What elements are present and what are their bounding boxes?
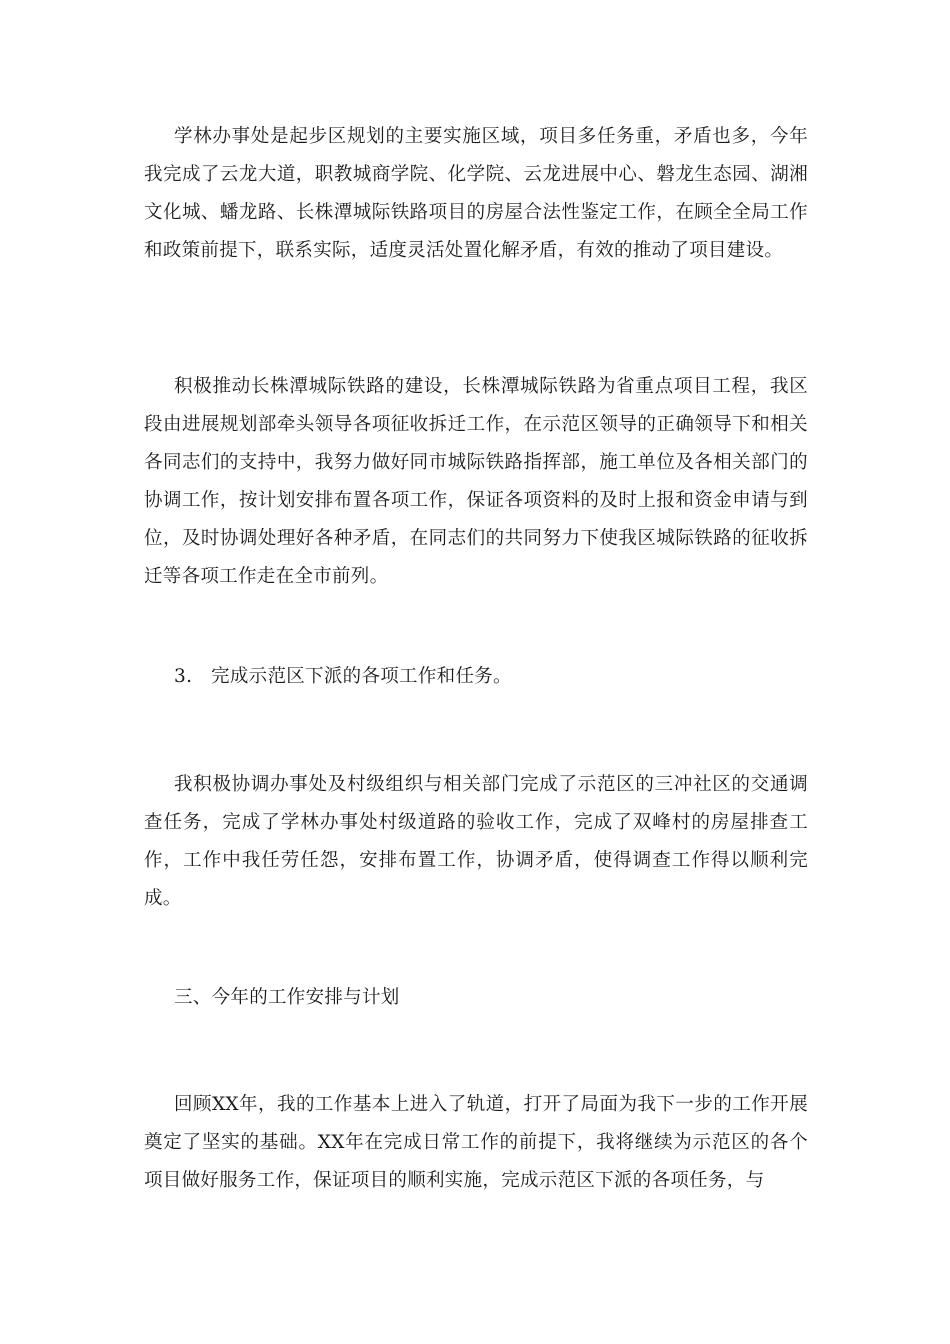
- paragraph-coordination: 我积极协调办事处及村级组织与相关部门完成了示范区的三冲社区的交通调查任务，完成了学林办事处村级道路的验收工作，完成了双峰村的房屋排查工作，工作中我任劳任怨，安排布置工作，协调矛盾，使得调查工作得以顺利完成。: [144, 774, 808, 909]
- paragraph-review: 回顾XX年，我的工作基本上进入了轨道，打开了局面为我下一步的工作开展奠定了坚实的基础。XX年在完成日常工作的前提下，我将继续为示范区的各个项目做好服务工作，保证项目的顺利实施，完成示范区下派的各项任务，与: [144, 1094, 808, 1191]
- paragraph-project-appraisal: 学林办事处是起步区规划的主要实施区域，项目多任务重，矛盾也多，今年我完成了云龙大道，职教城商学院、化学院、云龙进展中心、磐龙生态园、湖湘文化城、蟠龙路、长株潭城际铁路项目的房屋合法性鉴定工作，在顾全全局工作和政策前提下，联系实际，适度灵活处置化解矛盾，有效的推动了项目建设。: [144, 126, 808, 261]
- list-item-3: 3. 完成示范区下派的各项工作和任务。: [174, 666, 512, 687]
- section-heading-plan: 三、今年的工作安排与计划: [174, 987, 400, 1008]
- paragraph-intercity-railway: 积极推动长株潭城际铁路的建设，长株潭城际铁路为省重点项目工程，我区段由进展规划部牵头领导各项征收拆迁工作，在示范区领导的正确领导下和相关各同志们的支持中，我努力做好同市城际铁路指挥部，施工单位及各相关部门的协调工作，按计划安排布置各项工作，保证各项资料的及时上报和资金申请与到位，及时协调处理好各种矛盾，在同志们的共同努力下使我区城际铁路的征收拆迁等各项工作走在全市前列。: [144, 376, 808, 587]
